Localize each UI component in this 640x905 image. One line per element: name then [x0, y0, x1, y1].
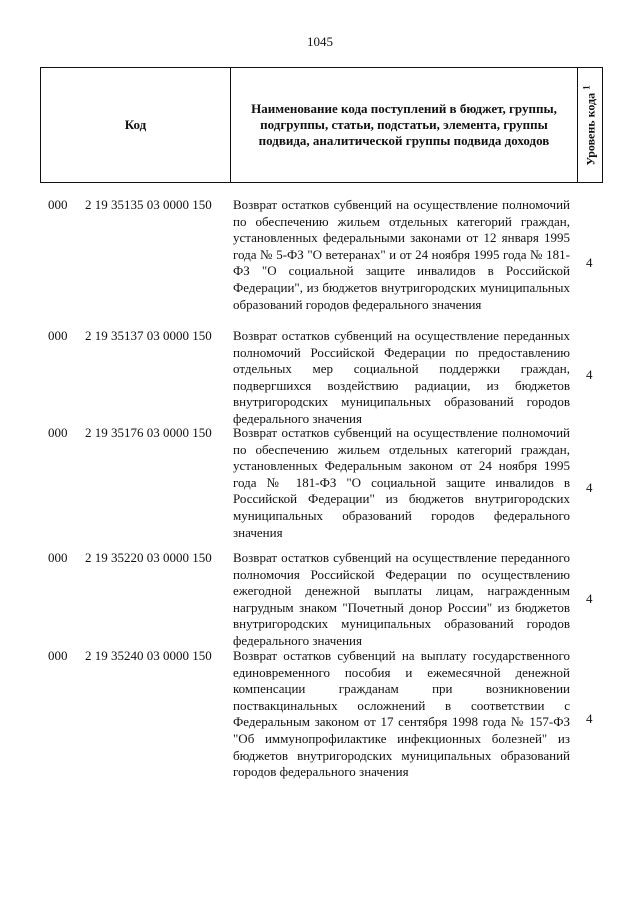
revenue-description: Возврат остатков субвенций на осуществление полномочий по обеспечению жильем отдельных категорий граждан, установленных федеральными законами от 12 января 1995 года № 5-ФЗ "О ветеранах" и от 24 ноября 1995 года № 181-ФЗ "О социальной защите инвалидов в Российской Федерации", из бюджетов внутригородских муниципальных образований городов федерального значения — [233, 197, 570, 312]
code-level: 4 — [586, 367, 593, 382]
revenue-code: 2 19 35135 03 0000 150 — [85, 197, 212, 212]
revenue-code: 2 19 35176 03 0000 150 — [85, 425, 212, 440]
header-name: Наименование кода поступлений в бюджет, группы, подгруппы, статьи, подстатьи, элемента, группы подвида, аналитической группы подвида доходов — [231, 68, 578, 182]
admin-code: 000 — [48, 197, 68, 212]
revenue-description: Возврат остатков субвенций на осуществление полномочий по обеспечению жильем отдельных категорий граждан, установленных Федеральным законом от 24 ноября 1995 года № 181-ФЗ "О социальной защите инвалидов в Российской Федерации" из бюджетов внутригородских муниципальных образований городов федерального значения — [233, 425, 570, 540]
table-header — [40, 67, 603, 183]
admin-code: 000 — [48, 425, 68, 440]
page-number: 1045 — [307, 34, 333, 49]
admin-code: 000 — [48, 328, 68, 343]
admin-code: 000 — [48, 550, 68, 565]
code-level: 4 — [586, 591, 593, 606]
code-level: 4 — [586, 711, 593, 726]
code-level: 4 — [586, 480, 593, 495]
revenue-description: Возврат остатков субвенций на осуществление переданного полномочия Российской Федерации по осуществлению ежегодной денежной выплаты лицам, награжденным нагрудным знаком "Почетный донор России" из бюджетов внутригородских муниципальных образований городов федерального значения — [233, 550, 570, 648]
revenue-code: 2 19 35137 03 0000 150 — [85, 328, 212, 343]
revenue-description: Возврат остатков субвенций на осуществление переданных полномочий Российской Федерации по предоставлению отдельных мер социальной поддержки граждан, подвергшихся воздействию радиации, из бюджетов внутригородских муниципальных образований городов федерального значения — [233, 328, 570, 426]
revenue-code: 2 19 35240 03 0000 150 — [85, 648, 212, 663]
header-level — [578, 68, 602, 182]
admin-code: 000 — [48, 648, 68, 663]
header-level-label: Уровень кода — [583, 92, 598, 166]
header-code: Код — [41, 68, 231, 182]
revenue-description: Возврат остатков субвенций на выплату государственного единовременного пособия и ежемесячной денежной компенсации гражданам при возникновении поствакцинальных осложнений в соответствии с Федеральным законом от 17 сентября 1998 года № 157-ФЗ "Об иммунопрофилактике инфекционных болезней" из бюджетов внутригородских муниципальных образований городов федерального значения — [233, 648, 570, 780]
header-level-footnote: 1 — [581, 84, 592, 90]
revenue-code: 2 19 35220 03 0000 150 — [85, 550, 212, 565]
code-level: 4 — [586, 255, 593, 270]
